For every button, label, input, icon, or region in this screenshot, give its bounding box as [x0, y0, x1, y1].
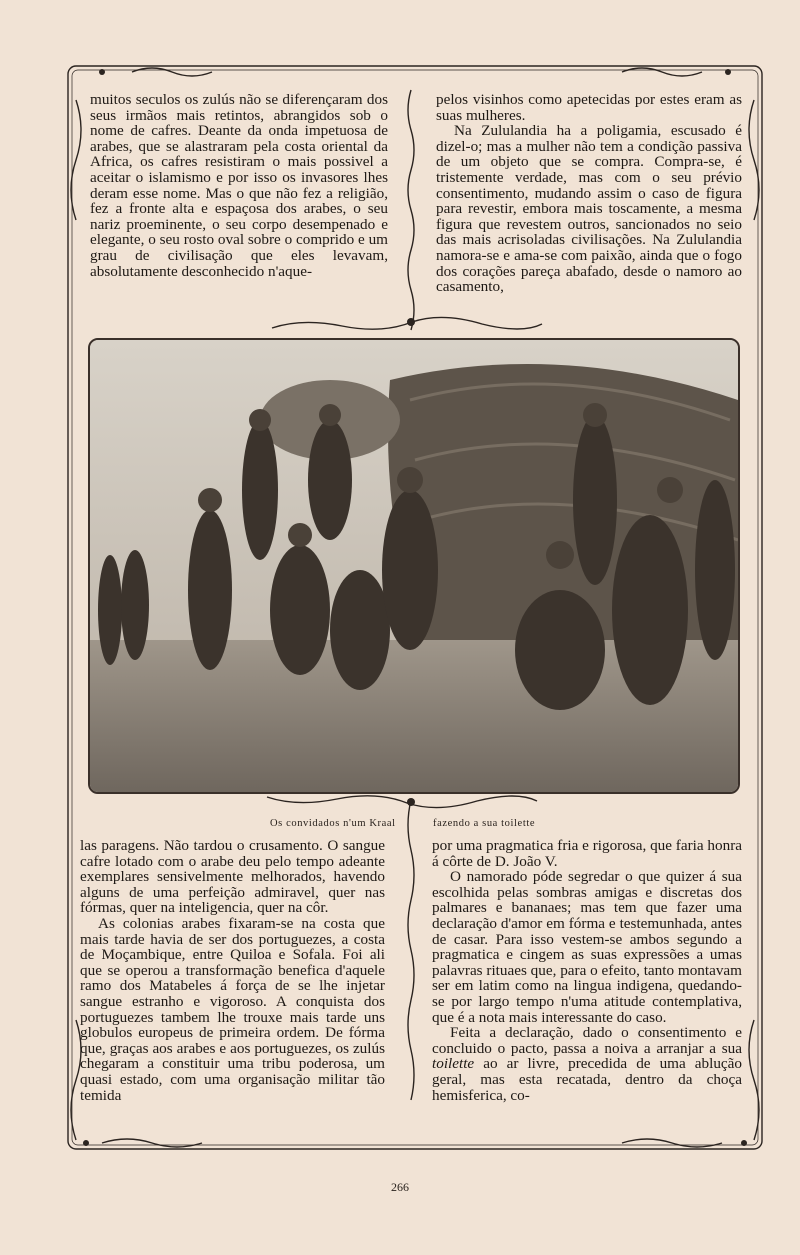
paragraph: Na Zululandia ha a poligamia, escusado é dizel-o; mas a mulher não tem a condição passiva de um objeto que se compra. Compra-se, é tristemente verdade, mas com o seu prévio consentimento, mudando assim o caso de figura para revestir, embora mais toscamente, a mesma figura que revestem outros, sancionados no seio das mais acrisoladas civilisações. Na Zululandia namora-se e ama-se com paixão, ainda que o fogo dos corações pareça abafado, desde o namoro ao casamento,	[436, 122, 742, 296]
paragraph	[432, 1025, 742, 1103]
paragraph: O namorado póde segredar o que quizer á sua escolhida pelas sombras amigas e discretas dos palmares e bananaes; mas tem que fazer uma declaração d'amor em fórma e testemunhada, antes de casar. Para isso vestem-se ambos segundo a pragmatica e cingem as suas expressões a umas palavras rituaes que, para o efeito, tanto montavam ser em latim como na lingua indigena, quedando-se por largo tempo n'uma atitude contemplativa, que é a nota mais interessante do caso.	[432, 868, 742, 1026]
page-number: 266	[391, 1180, 409, 1194]
column-bottom-left	[80, 838, 385, 1103]
text-run: Feita a declaração, dado o consentimento e concluido o pacto, passa a noiva a arranjar a sua	[432, 1024, 742, 1057]
photo-caption-right: fazendo a sua toilette	[433, 818, 536, 829]
column-top-right	[436, 92, 742, 295]
paragraph: As colonias arabes fixaram-se na costa que mais tarde havia de ser dos portuguezes, a costa de Moçambique, entre Quiloa e Sofala. Foi ali que se operou a transformação benefica d'aquele ramo dos Matabeles á força de se lhe injetar sangue estranho e vigoroso. A conquista dos portuguezes tambem lhe trouxe mais tarde uns globulos europeus de primeira ordem. De fórma que, graças aos arabes e aos portuguezes, os zulús chegaram a constituir uma tribu poderosa, um quasi estado, com uma organisação militar tão temida	[80, 914, 385, 1104]
paragraph: por uma pragmatica fria e rigorosa, que faria honra á côrte de D. João V.	[432, 837, 742, 870]
text-run: ao ar livre, precedida de uma ablução geral, mas esta recatada, dentro da choça hemisferica, co-	[432, 1055, 742, 1104]
paragraph: pelos visinhos como apetecidas por estes eram as suas mulheres.	[436, 91, 742, 124]
photo-caption-left: Os convidados n'um Kraal	[270, 818, 396, 829]
paragraph: muitos seculos os zulús não se diferençaram dos seus irmãos mais retintos, abrangidos sob o nome de cafres. Deante da onda impetuosa de arabes, que se alastraram pela costa oriental da Africa, os cafres resistiram o mais possivel a aceitar o islamismo e por isso os invasores lhes deram esse nome. Mas o que não fez a religião, fez a fronte alta e espaçosa dos arabes, o seu nariz proeminente, o seu corpo desempenado e elegante, o seu rosto oval sobre o comprido e um grau de civilisação que eles levavam, absolutamente desconhecido n'aque-	[90, 91, 388, 280]
photograph-zulu-kraal	[88, 338, 740, 794]
photo-image-icon	[90, 340, 738, 792]
italic-word: toilette	[432, 1055, 475, 1073]
paragraph: las paragens. Não tardou o crusamento. O sangue cafre lotado com o arabe deu pelo tempo adeante exemplares sensivelmente melhorados, havendo alguns de uma perfeição admiravel, quer nas fórmas, quer na inteligencia, quer na côr.	[80, 837, 385, 917]
column-top-left	[90, 92, 388, 279]
column-bottom-right	[432, 838, 742, 1103]
